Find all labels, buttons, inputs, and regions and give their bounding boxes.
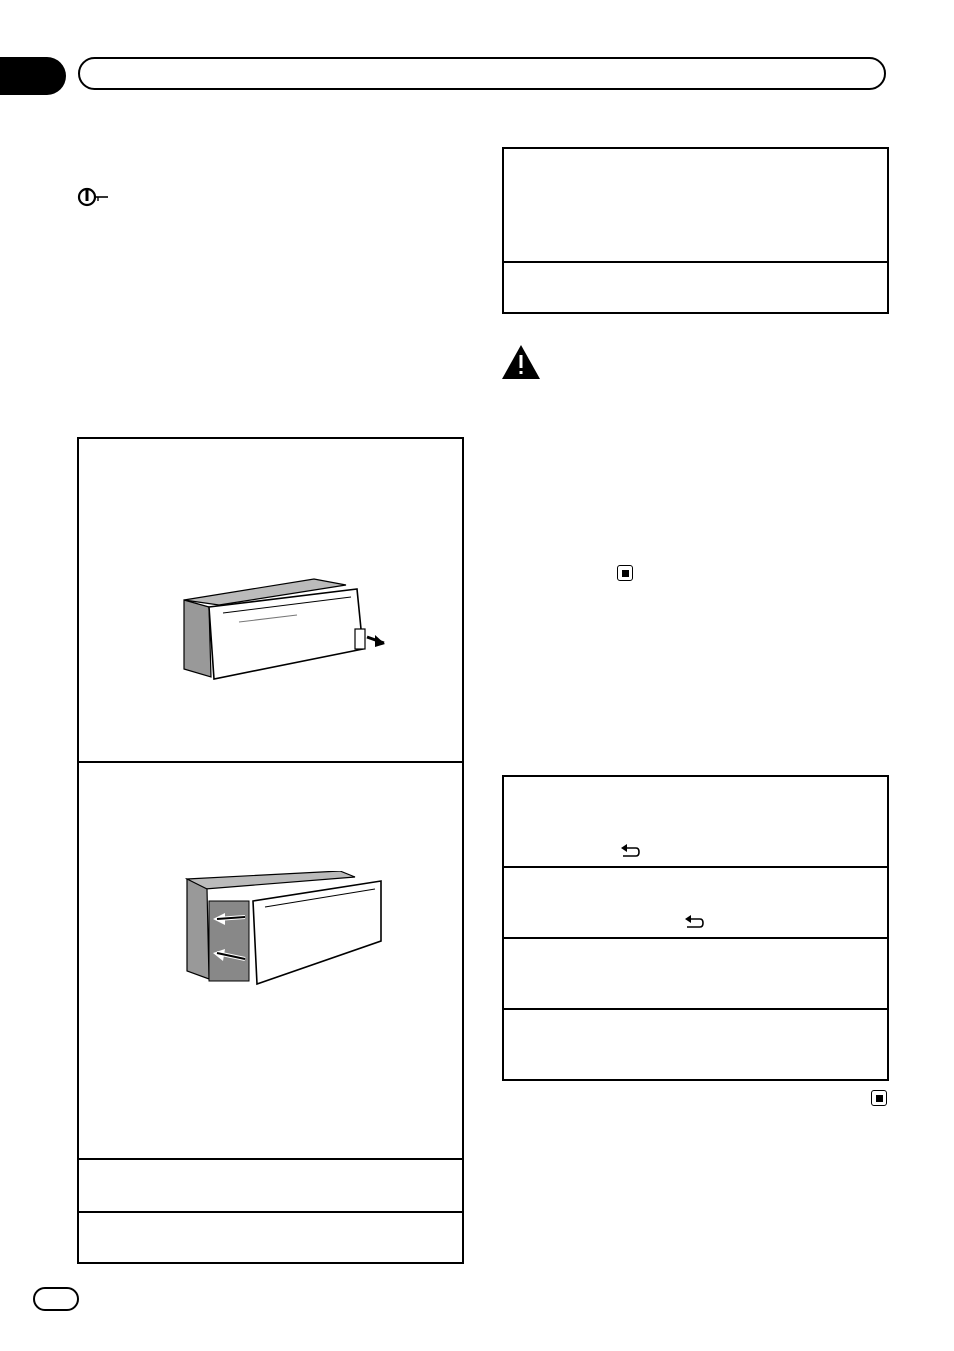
row-divider	[504, 866, 887, 868]
warning-triangle-icon	[500, 343, 542, 381]
row-divider	[504, 937, 887, 939]
front-panel-removal-illustration	[179, 575, 394, 685]
front-panel-attach-illustration	[185, 871, 385, 986]
row-divider	[504, 1008, 887, 1010]
row-divider	[79, 1158, 462, 1160]
right-bottom-box	[502, 775, 889, 1081]
stop-square-icon	[871, 1090, 887, 1106]
right-top-box	[502, 147, 889, 314]
front-panel-procedure-box	[77, 437, 464, 1264]
return-arrow-icon	[620, 844, 640, 858]
return-arrow-icon	[684, 915, 704, 929]
wrench-important-icon	[76, 186, 110, 208]
chapter-header-bar	[78, 57, 886, 90]
chapter-tab	[0, 57, 66, 95]
page-number-oval	[33, 1287, 79, 1311]
row-divider	[79, 1211, 462, 1213]
row-divider	[79, 761, 462, 763]
row-divider	[504, 261, 887, 263]
stop-square-icon	[617, 565, 633, 581]
